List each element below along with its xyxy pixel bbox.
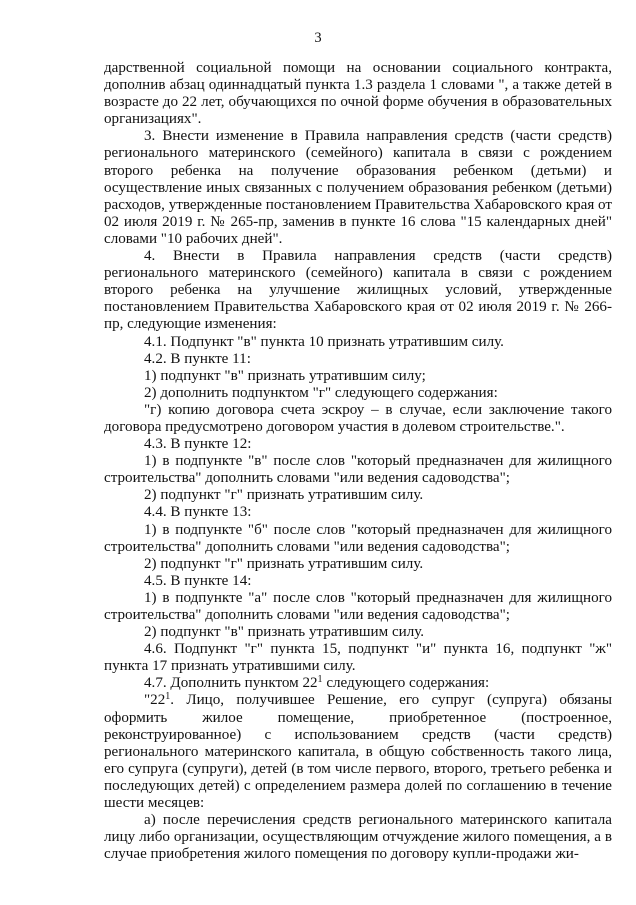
paragraph: 1) в подпункте "в" после слов "который предназначен для жилищного строительства" дополнить словами "или ведения садоводства"; <box>104 453 612 487</box>
paragraph: 4. Внести в Правила направления средств (части средств) регионального материнского (семейного) капитала в связи с рождением второго ребенка на улучшение жилищных условий, утвержденные постановлением Правительства Хабаровского края от 02 июля 2019 г. № 266-пр, следующие изменения: <box>104 248 612 333</box>
superscript: 1 <box>317 674 323 686</box>
page-number: 3 <box>314 30 322 46</box>
paragraph: 1) в подпункте "б" после слов "который предназначен для жилищного строительства" дополнить словами "или ведения садоводства"; <box>104 521 612 555</box>
paragraph <box>104 692 612 812</box>
paragraph-text: "22 <box>144 692 166 709</box>
paragraph-text: . Лицо, получившее Решение, его супруг (супруга) обязаны оформить жилое помещение, приобретенное (построенное, реконструированное) с использованием средств (части средств) регионального материнского капитала, в общую собственность такого лица, его супруга (супруги), детей (в том числе первого, второго, третьего ребенка и последующих детей) с определением размера долей по соглашению в течение шести месяцев: <box>104 692 612 812</box>
paragraph: 4.5. В пункте 14: <box>144 572 252 589</box>
paragraph-text: следующего содержания: <box>322 675 490 692</box>
paragraph: 1) в подпункте "а" после слов "который предназначен для жилищного строительства" дополнить словами "или ведения садоводства"; <box>104 589 612 623</box>
paragraph: дарственной социальной помощи на основании социального контракта, дополнив абзац одиннадцатый пункта 1.3 раздела 1 словами ", а также детей в возрасте до 22 лет, обучающихся по очной форме обучения в образовательных организациях". <box>104 60 612 128</box>
paragraph: 4.1. Подпункт "в" пункта 10 признать утратившим силу. <box>144 333 504 350</box>
paragraph: "г) копию договора счета эскроу – в случае, если заключение такого договора предусмотрено договором участия в долевом строительстве.". <box>104 401 612 435</box>
paragraph: 2) дополнить подпунктом "г" следующего содержания: <box>144 384 498 401</box>
paragraph: 2) подпункт "г" признать утратившим силу. <box>144 555 424 572</box>
paragraph <box>104 675 612 692</box>
paragraph: 4.6. Подпункт "г" пункта 15, подпункт "и" пункта 16, подпункт "ж" пункта 17 признать утратившими силу. <box>104 641 612 675</box>
paragraph: 2) подпункт "г" признать утратившим силу. <box>144 487 424 504</box>
paragraph: 3. Внести изменение в Правила направления средств (части средств) регионального материнского (семейного) капитала в связи с рождением второго ребенка на получение образования ребенком (детьми) и осуществление иных связанных с получением образования ребенком (детьми) расходов, утвержденные постановлением Правительства Хабаровского края от 02 июля 2019 г. № 265-пр, заменив в пункте 16 слова "15 календарных дней" словами "10 рабочих дней". <box>104 128 612 247</box>
paragraph: 1) подпункт "в" признать утратившим силу; <box>144 367 426 384</box>
superscript: 1 <box>165 691 171 703</box>
paragraph: 2) подпункт "в" признать утратившим силу. <box>144 624 425 641</box>
paragraph: 4.3. В пункте 12: <box>144 436 252 453</box>
paragraph: 4.2. В пункте 11: <box>144 350 251 367</box>
paragraph: а) после перечисления средств регионального материнского капитала лицу либо организации, осуществляющим отчуждение жилого помещения, а в случае приобретения жилого помещения по договору купли-продажи жи- <box>104 812 612 863</box>
paragraph: 4.4. В пункте 13: <box>144 504 252 521</box>
paragraph-text: 4.7. Дополнить пунктом 22 <box>144 675 318 692</box>
document-body <box>104 60 612 863</box>
